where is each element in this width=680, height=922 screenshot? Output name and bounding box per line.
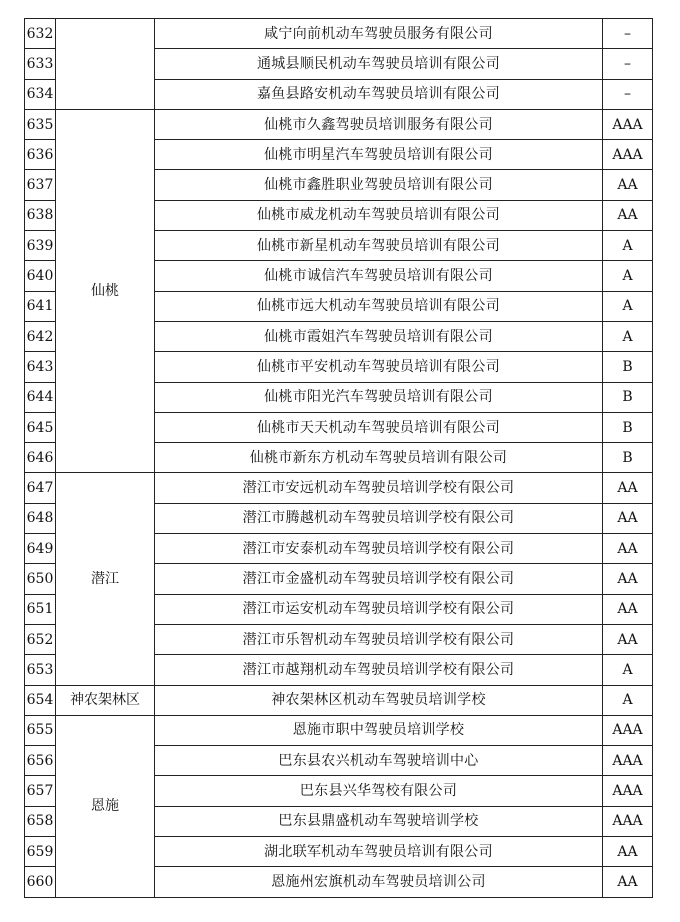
row-number: 632: [25, 19, 56, 49]
rating-grade: A: [603, 231, 653, 261]
row-number: 649: [25, 534, 56, 564]
region-cell: 神农架林区: [56, 685, 155, 715]
school-name: 潜江市安泰机动车驾驶员培训学校有限公司: [155, 534, 603, 564]
school-name: 仙桃市新东方机动车驾驶员培训有限公司: [155, 443, 603, 473]
school-name: 仙桃市平安机动车驾驶员培训有限公司: [155, 352, 603, 382]
row-number: 660: [25, 867, 56, 897]
school-name: 湖北联军机动车驾驶员培训有限公司: [155, 837, 603, 867]
school-name: 巴东县农兴机动车驾驶培训中心: [155, 746, 603, 776]
rating-grade: B: [603, 412, 653, 442]
rating-grade: A: [603, 261, 653, 291]
school-name: 通城县顺民机动车驾驶员培训有限公司: [155, 49, 603, 79]
driving-school-rating-table: [24, 18, 653, 898]
row-number: 650: [25, 564, 56, 594]
school-name: 恩施州宏旗机动车驾驶员培训公司: [155, 867, 603, 897]
school-name: 巴东县鼎盛机动车驾驶培训学校: [155, 806, 603, 836]
region-cell: 仙桃: [56, 109, 155, 473]
row-number: 648: [25, 503, 56, 533]
school-name: 仙桃市诚信汽车驾驶员培训有限公司: [155, 261, 603, 291]
row-number: 658: [25, 806, 56, 836]
region-cell: 恩施: [56, 715, 155, 897]
row-number: 635: [25, 109, 56, 139]
table-row: [25, 473, 653, 503]
rating-grade: AA: [603, 594, 653, 624]
school-name: 潜江市运安机动车驾驶员培训学校有限公司: [155, 594, 603, 624]
row-number: 634: [25, 79, 56, 109]
row-number: 636: [25, 140, 56, 170]
school-name: 仙桃市明星汽车驾驶员培训有限公司: [155, 140, 603, 170]
row-number: 640: [25, 261, 56, 291]
rating-grade: B: [603, 443, 653, 473]
row-number: 641: [25, 291, 56, 321]
rating-grade: AA: [603, 867, 653, 897]
row-number: 656: [25, 746, 56, 776]
rating-grade: A: [603, 685, 653, 715]
rating-grade: AAA: [603, 715, 653, 745]
rating-grade: AA: [603, 473, 653, 503]
rating-grade: AAA: [603, 109, 653, 139]
row-number: 646: [25, 443, 56, 473]
school-name: 咸宁向前机动车驾驶员服务有限公司: [155, 19, 603, 49]
row-number: 659: [25, 837, 56, 867]
row-number: 647: [25, 473, 56, 503]
rating-grade: AAA: [603, 140, 653, 170]
row-number: 651: [25, 594, 56, 624]
school-name: 仙桃市久鑫驾驶员培训服务有限公司: [155, 109, 603, 139]
rating-grade: A: [603, 321, 653, 351]
row-number: 643: [25, 352, 56, 382]
row-number: 655: [25, 715, 56, 745]
rating-grade: A: [603, 291, 653, 321]
region-cell: [56, 19, 155, 110]
rating-grade: AA: [603, 170, 653, 200]
row-number: 642: [25, 321, 56, 351]
rating-grade: AAA: [603, 776, 653, 806]
rating-grade: –: [603, 19, 653, 49]
table-row: [25, 109, 653, 139]
school-name: 潜江市金盛机动车驾驶员培训学校有限公司: [155, 564, 603, 594]
school-name: 仙桃市威龙机动车驾驶员培训有限公司: [155, 200, 603, 230]
rating-grade: AA: [603, 534, 653, 564]
school-name: 嘉鱼县路安机动车驾驶员培训有限公司: [155, 79, 603, 109]
table-row: [25, 19, 653, 49]
table-row: [25, 715, 653, 745]
row-number: 638: [25, 200, 56, 230]
row-number: 637: [25, 170, 56, 200]
school-name: 仙桃市新星机动车驾驶员培训有限公司: [155, 231, 603, 261]
rating-grade: –: [603, 49, 653, 79]
school-name: 潜江市腾越机动车驾驶员培训学校有限公司: [155, 503, 603, 533]
row-number: 639: [25, 231, 56, 261]
rating-grade: –: [603, 79, 653, 109]
school-name: 潜江市乐智机动车驾驶员培训学校有限公司: [155, 624, 603, 654]
school-name: 仙桃市远大机动车驾驶员培训有限公司: [155, 291, 603, 321]
row-number: 654: [25, 685, 56, 715]
school-name: 潜江市越翔机动车驾驶员培训学校有限公司: [155, 655, 603, 685]
table-row: [25, 685, 653, 715]
rating-grade: AA: [603, 503, 653, 533]
school-name: 仙桃市天天机动车驾驶员培训有限公司: [155, 412, 603, 442]
row-number: 652: [25, 624, 56, 654]
school-name: 恩施市职中驾驶员培训学校: [155, 715, 603, 745]
row-number: 633: [25, 49, 56, 79]
school-name: 仙桃市阳光汽车驾驶员培训有限公司: [155, 382, 603, 412]
rating-grade: B: [603, 352, 653, 382]
table-body: [25, 19, 653, 898]
row-number: 653: [25, 655, 56, 685]
school-name: 仙桃市鑫胜职业驾驶员培训有限公司: [155, 170, 603, 200]
row-number: 645: [25, 412, 56, 442]
school-name: 潜江市安远机动车驾驶员培训学校有限公司: [155, 473, 603, 503]
region-cell: 潜江: [56, 473, 155, 685]
row-number: 657: [25, 776, 56, 806]
school-name: 巴东县兴华驾校有限公司: [155, 776, 603, 806]
rating-grade: A: [603, 655, 653, 685]
rating-grade: AAA: [603, 746, 653, 776]
rating-grade: AA: [603, 837, 653, 867]
rating-grade: AA: [603, 200, 653, 230]
school-name: 神农架林区机动车驾驶员培训学校: [155, 685, 603, 715]
rating-grade: AAA: [603, 806, 653, 836]
rating-grade: AA: [603, 564, 653, 594]
row-number: 644: [25, 382, 56, 412]
school-name: 仙桃市霞姐汽车驾驶员培训有限公司: [155, 321, 603, 351]
rating-grade: B: [603, 382, 653, 412]
rating-grade: AA: [603, 624, 653, 654]
